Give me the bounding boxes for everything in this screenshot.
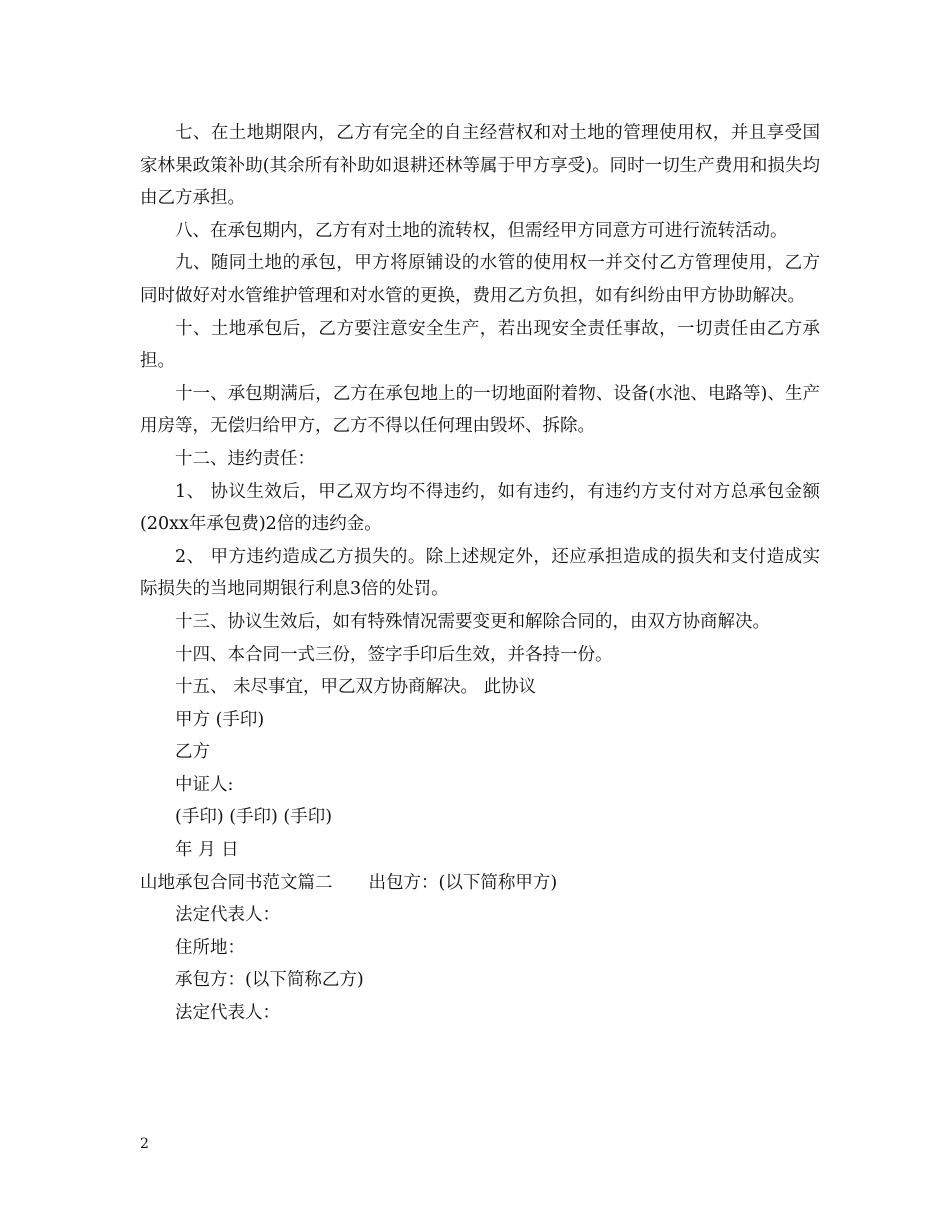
document-body bbox=[140, 117, 820, 1030]
section-2-heading-line bbox=[140, 867, 820, 900]
page-number: 2 bbox=[140, 1136, 149, 1152]
paragraph-clause-15: 十五、 未尽事宜，甲乙双方协商解决。 此协议 bbox=[175, 677, 537, 698]
paragraph-clause-8: 八、在承包期内，乙方有对土地的流转权，但需经甲方同意方可进行流转活动。 bbox=[175, 220, 788, 241]
paragraph-clause-12-heading: 十二、违约责任： bbox=[175, 448, 315, 469]
paragraph-clause-9: 九、随同土地的承包，甲方将原铺设的水管的使用权一并交付乙方管理使用，乙方同时做好对水管维护管理和对水管的更换，费用乙方负担，如有纠纷由甲方协助解决。 bbox=[140, 253, 820, 306]
section-2-contractee: 承包方：(以下简称乙方) bbox=[175, 970, 364, 991]
section-2-legal-rep-a: 法定代表人： bbox=[175, 905, 280, 926]
paragraph-clause-12-item-2: 2、 甲方违约造成乙方损失的。除上述规定外，还应承担造成的损失和支付造成实际损失的当地同期银行利息3倍的处罚。 bbox=[140, 546, 820, 600]
paragraph-clause-12-item-1: 1、 协议生效后，甲乙双方均不得违约，如有违约，有违约方支付对方总承包金额(20xx年承包费)2倍的违约金。 bbox=[140, 481, 820, 535]
signature-party-b: 乙方 bbox=[175, 742, 210, 763]
signature-date: 年 月 日 bbox=[175, 840, 239, 861]
paragraph-clause-13: 十三、协议生效后，如有特殊情况需要变更和解除合同的，由双方协商解决。 bbox=[175, 611, 770, 632]
paragraph-clause-7: 七、在土地期限内，乙方有完全的自主经营权和对土地的管理使用权，并且享受国家林果政策补助(其余所有补助如退耕还林等属于甲方享受)。同时一切生产费用和损失均由乙方承担。 bbox=[140, 123, 820, 209]
paragraph-clause-14: 十四、本合同一式三份，签字手印后生效，并各持一份。 bbox=[175, 644, 613, 665]
signature-party-a: 甲方 (手印) bbox=[175, 709, 265, 730]
signature-handprints: (手印) (手印) (手印) bbox=[175, 807, 333, 828]
paragraph-clause-11: 十一、承包期满后，乙方在承包地上的一切地面附着物、设备(水池、电路等)、生产用房等，无偿归给甲方，乙方不得以任何理由毁坏、拆除。 bbox=[140, 383, 820, 437]
signature-witness: 中证人: bbox=[175, 774, 234, 795]
section-2-address: 住所地： bbox=[175, 937, 245, 958]
section-2-legal-rep-b: 法定代表人： bbox=[175, 1003, 280, 1024]
section-2-contractor: 出包方：(以下简称甲方) bbox=[368, 872, 558, 893]
paragraph-clause-10: 十、土地承包后，乙方要注意安全生产，若出现安全责任事故，一切责任由乙方承担。 bbox=[140, 318, 820, 372]
section-2-title: 山地承包合同书范文篇二 bbox=[140, 872, 333, 893]
